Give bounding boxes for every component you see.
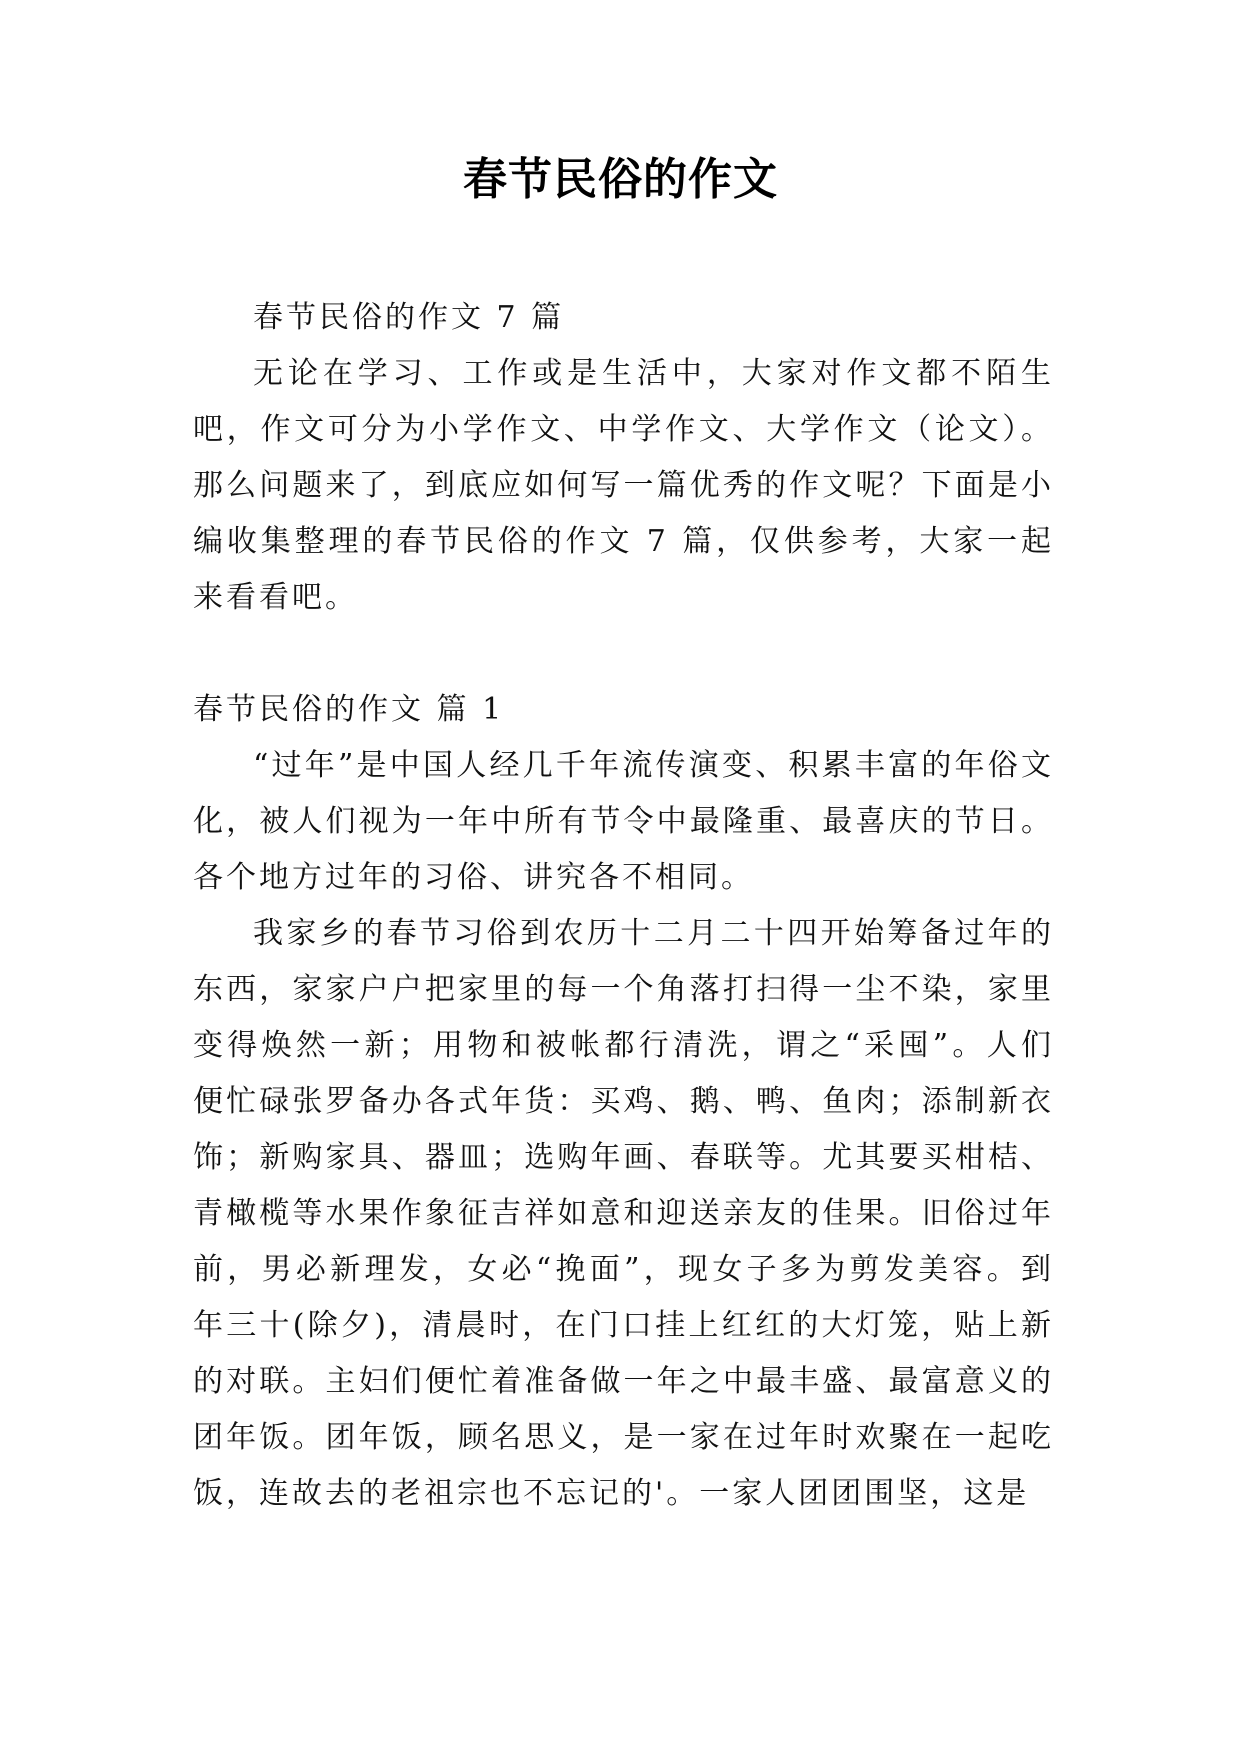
document-title: 春节民俗的作文 bbox=[463, 154, 778, 205]
document-body bbox=[193, 290, 1054, 1522]
intro-paragraph: 无论在学习、工作或是生活中，大家对作文都不陌生吧，作文可分为小学作文、中学作文、大学作文（论文）。那么问题来了，到底应如何写一篇优秀的作文呢？下面是小编收集整理的春节民俗的作文 7 篇，仅供参考，大家一起来看看吧。 bbox=[193, 356, 1054, 615]
paragraph-spacer bbox=[193, 626, 1054, 682]
paragraph: 我家乡的春节习俗到农历十二月二十四开始筹备过年的东西，家家户户把家里的每一个角落打扫得一尘不染，家里变得焕然一新；用物和被帐都行清洗，谓之“采囤”。人们便忙碌张罗备办各式年货：买鸡、鹅、鸭、鱼肉；添制新衣饰；新购家具、器皿；选购年画、春联等。尤其要买柑桔、青橄榄等水果作象征吉祥如意和迎送亲友的佳果。旧俗过年前，男必新理发，女必“挽面”，现女子多为剪发美容。到年三十(除夕)，清晨时，在门口挂上红红的大灯笼，贴上新的对联。主妇们便忙着准备做一年之中最丰盛、最富意义的团年饭。团年饭，顾名思义，是一家在过年时欢聚在一起吃饭，连故去的老祖宗也不忘记的'。一家人团团围坚，这是 bbox=[193, 916, 1054, 1511]
subtitle: 春节民俗的作文 7 篇 bbox=[253, 300, 565, 335]
paragraph: “过年”是中国人经几千年流传演变、积累丰富的年俗文化，被人们视为一年中所有节令中最隆重、最喜庆的节日。各个地方过年的习俗、讲究各不相同。 bbox=[193, 748, 1054, 895]
section-heading: 春节民俗的作文 篇 1 bbox=[193, 692, 505, 727]
